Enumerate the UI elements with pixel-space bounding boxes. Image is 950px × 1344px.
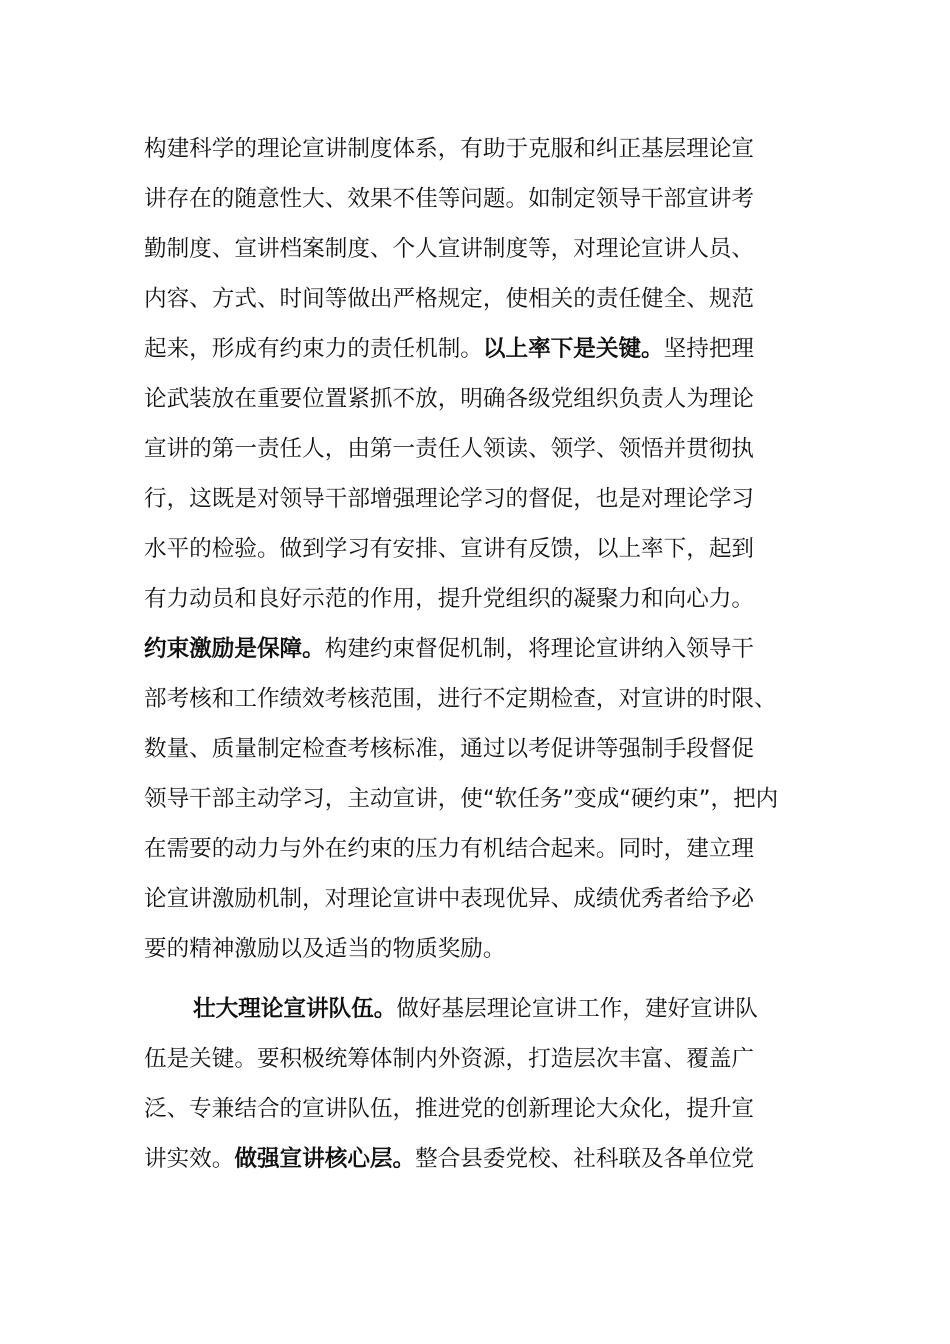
text-line: 有力动员和良好示范的作用，提升党组织的凝聚力和向心力。 bbox=[144, 586, 755, 612]
text-line: 要的精神激励以及适当的物质奖励。 bbox=[144, 936, 506, 962]
text-line: 约束激励是保障。构建约束督促机制，将理论宣讲纳入领导干 bbox=[144, 636, 755, 662]
text-line: 讲存在的随意性大、效果不佳等问题。如制定领导干部宣讲考 bbox=[144, 186, 755, 212]
text-line: 领导干部主动学习，主动宣讲，使“软任务”变成“硬约束”，把内 bbox=[144, 786, 779, 812]
text-line: 数量、质量制定检查考核标准，通过以考促讲等强制手段督促 bbox=[144, 736, 755, 762]
bold-heading: 以上率下是关键。 bbox=[482, 336, 664, 362]
text-line: 内容、方式、时间等做出严格规定，使相关的责任健全、规范 bbox=[144, 286, 755, 312]
text-line: 论宣讲激励机制，对理论宣讲中表现优异、成绩优秀者给予必 bbox=[144, 886, 755, 912]
text-line: 宣讲的第一责任人，由第一责任人领读、领学、领悟并贯彻执 bbox=[144, 436, 755, 462]
text-line: 论武装放在重要位置紧抓不放，明确各级党组织负责人为理论 bbox=[144, 386, 755, 412]
text-line: 在需要的动力与外在约束的压力有机结合起来。同时，建立理 bbox=[144, 836, 755, 862]
text-line: 部考核和工作绩效考核范围，进行不定期检查，对宣讲的时限、 bbox=[144, 686, 777, 712]
text-line: 伍是关键。要积极统筹体制内外资源，打造层次丰富、覆盖广 bbox=[144, 1046, 755, 1072]
text-line: 行，这既是对领导干部增强理论学习的督促，也是对理论学习 bbox=[144, 486, 755, 512]
text-line: 水平的检验。做到学习有安排、宣讲有反馈，以上率下，起到 bbox=[144, 536, 755, 562]
text-line: 勤制度、宣讲档案制度、个人宣讲制度等，对理论宣讲人员、 bbox=[144, 236, 755, 262]
bold-heading: 约束激励是保障。 bbox=[144, 636, 325, 662]
text-line: 讲实效。做强宣讲核心层。整合县委党校、社科联及各单位党 bbox=[144, 1146, 755, 1172]
paragraph-first-line: 壮大理论宣讲队伍。做好基层理论宣讲工作，建好宣讲队 bbox=[193, 996, 758, 1022]
text-line: 起来，形成有约束力的责任机制。以上率下是关键。坚持把理 bbox=[144, 336, 755, 362]
bold-heading: 壮大理论宣讲队伍。 bbox=[193, 996, 397, 1022]
bold-heading: 做强宣讲核心层。 bbox=[234, 1146, 416, 1172]
text-line: 构建科学的理论宣讲制度体系，有助于克服和纠正基层理论宣 bbox=[144, 136, 755, 162]
text-line: 泛、专兼结合的宣讲队伍，推进党的创新理论大众化，提升宣 bbox=[144, 1096, 755, 1122]
